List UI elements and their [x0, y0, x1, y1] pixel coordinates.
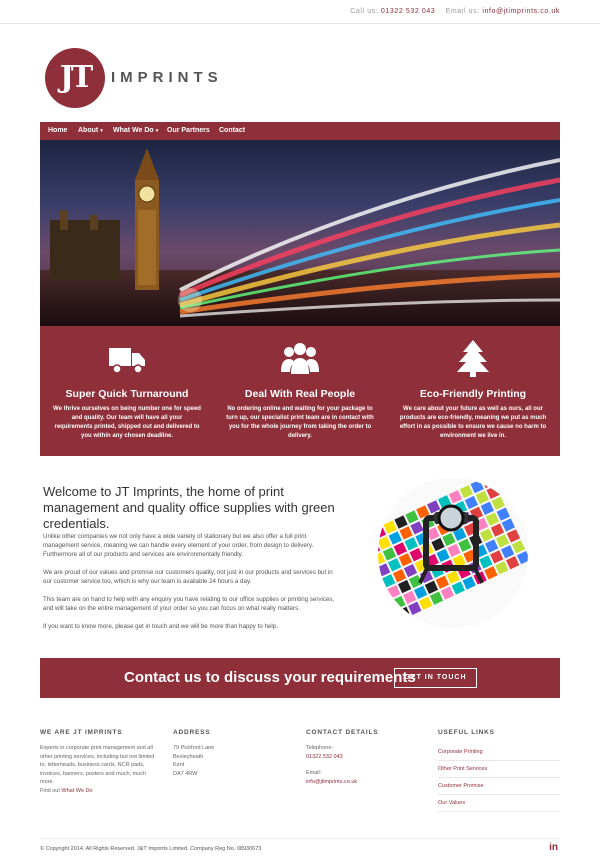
email-label: Email us: — [445, 8, 480, 15]
feature-turnaround — [40, 326, 214, 456]
email-link[interactable]: info@jtimprints.co.uk — [306, 778, 358, 785]
feature-real-people — [213, 326, 387, 456]
nav-what-we-do[interactable] — [113, 122, 158, 140]
feature-text: We thrive ourselves on being number one for speed and quality. Our team will have all your requirements printed, shipped out and delivered to you within any chosen deadline. — [53, 406, 201, 439]
footer-about — [40, 729, 160, 795]
features-panel — [40, 326, 560, 456]
tree-icon — [453, 338, 493, 378]
top-bar — [0, 0, 600, 24]
address-line: Kent — [173, 762, 185, 768]
footer-about-heading: WE ARE JT IMPRINTS — [40, 729, 123, 736]
caret-down-icon: ▾ — [155, 128, 159, 134]
welcome-heading: Welcome to JT Imprints, the home of print management and quality office supplies with green credentials. — [43, 484, 335, 531]
nav-home-label: Home — [48, 127, 68, 134]
cta-band — [40, 658, 560, 698]
address-line: Bexleyheath — [173, 753, 204, 760]
color-chart-illustration — [378, 478, 528, 628]
what-we-do-link[interactable]: What We Do — [61, 787, 93, 794]
welcome-paragraph: Unlike other companies we not only have a wide variety of stationary but we also offer a full print management service, meaning we can handle every element of your order, from design to delivery. Furthermore all of our products and services are environmentally friendly. — [43, 533, 314, 558]
telephone-label: Telephone: — [306, 745, 333, 751]
logo-mark: JT — [45, 48, 105, 108]
footer-bottom — [40, 838, 560, 858]
telephone-link[interactable]: 01322 532 043 — [306, 753, 343, 760]
nav-about-label: About — [78, 127, 99, 134]
nav-contact-label: Contact — [219, 127, 246, 134]
email-label: Email: — [306, 770, 322, 776]
address-line: DA7 4RW — [173, 770, 198, 777]
call-label: Call us: — [350, 8, 379, 15]
feature-title: Eco-Friendly Printing — [419, 388, 527, 400]
footer-contact-heading: CONTACT DETAILS — [306, 729, 379, 736]
site-logo[interactable] — [45, 48, 235, 108]
footer-address — [173, 729, 293, 778]
nav-contact[interactable] — [219, 122, 245, 140]
link-our-values[interactable]: Our Values — [438, 795, 560, 812]
feature-title: Super Quick Turnaround — [65, 388, 189, 400]
nav-our-partners-label: Our Partners — [167, 127, 210, 134]
loupe-color-chart-image — [378, 478, 528, 628]
footer — [40, 729, 560, 829]
get-in-touch-button[interactable]: GET IN TOUCH — [394, 668, 477, 688]
nav-our-partners[interactable] — [167, 122, 210, 140]
footer-contact — [306, 729, 426, 786]
hero-image — [40, 140, 560, 326]
welcome-paragraph: If you want to know more, please get in touch and we will be more than happy to help. — [43, 623, 278, 630]
footer-address-heading: ADDRESS — [173, 729, 211, 736]
nav-what-we-do-label: What We Do — [113, 127, 154, 134]
hero-illustration — [40, 140, 560, 326]
nav-home[interactable] — [48, 122, 67, 140]
welcome-paragraph: This team are on hand to help with any enquiry you have relating to our office supplies or printing services, and will take on the entire management of your order so you can focus on what really matters. — [43, 596, 335, 612]
caret-down-icon: ▾ — [100, 128, 103, 134]
feature-eco — [386, 326, 560, 456]
welcome-paragraph: We are proud of our values and promise our customers quality, not just in our products and services but in our customer service too, which is why our team is available 24 hours a day. — [43, 569, 333, 585]
feature-title: Deal With Real People — [244, 388, 356, 400]
cta-text: Contact us to discuss your requirements — [124, 669, 416, 686]
people-icon — [280, 338, 320, 378]
link-customer-promise[interactable]: Customer Promise — [438, 778, 560, 795]
footer-find-out — [40, 787, 160, 796]
linkedin-icon[interactable]: in — [549, 842, 558, 853]
address-line: 79 Pickford Lane — [173, 745, 215, 751]
welcome-body — [43, 532, 343, 640]
email-link[interactable]: info@jtimprints.co.uk — [482, 8, 560, 15]
footer-links-heading: USEFUL LINKS — [438, 729, 495, 736]
footer-useful-links — [438, 729, 560, 812]
link-corporate-printing[interactable]: Corporate Printing — [438, 744, 560, 761]
link-other-print-services[interactable]: Other Print Services — [438, 761, 560, 778]
copyright: © Copyright 2014. All Rights Reserved. J&T Imprints Limited. Company Reg No. 08930673 — [40, 846, 262, 852]
feature-text: We care about your future as well as ours, all our products are eco-friendly, meaning we put as much effort in as possible to ensure we cause no harm to environment we live in. — [399, 406, 547, 439]
nav-about[interactable] — [78, 122, 103, 140]
feature-text: No ordering online and waiting for your package to turn up, our specialist print team are in contact with you for the whole journey from taking the order to delivery. — [226, 406, 374, 439]
contact-strip — [350, 8, 560, 15]
truck-icon — [107, 338, 147, 378]
phone-link[interactable]: 01322 532 043 — [380, 8, 436, 15]
main-nav — [40, 122, 560, 140]
logo-wordmark: IMPRINTS — [111, 69, 223, 86]
footer-about-text: Experts in corporate print management and all other printing services, including but not limited to, letterheads, business cards, NCR pads, invoices, banners, posters and much, much more. — [40, 745, 155, 785]
find-out-label: Find out — [40, 787, 60, 794]
